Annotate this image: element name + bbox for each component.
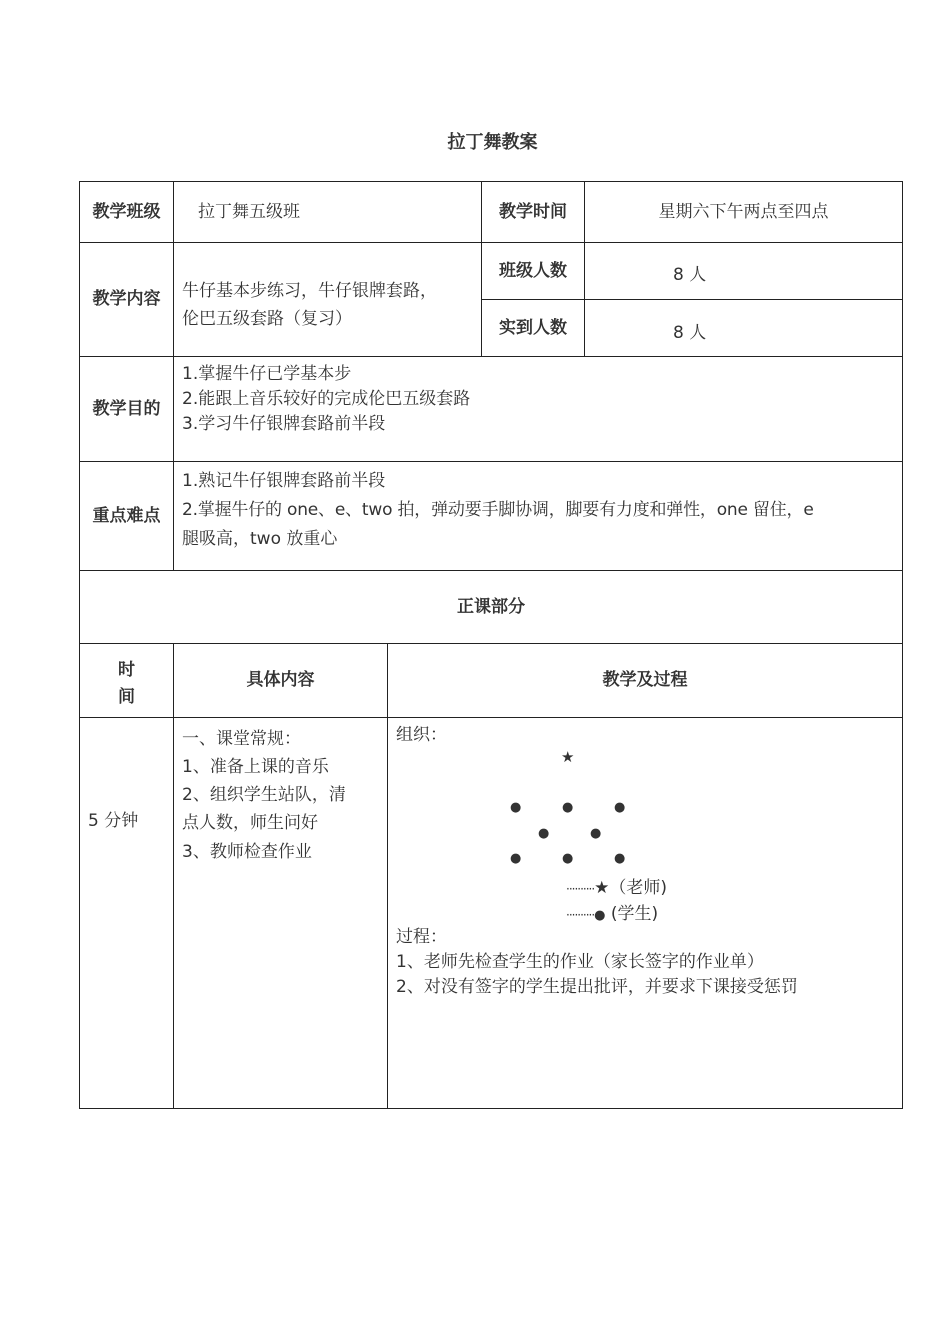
student-dot-icon: ● <box>614 800 626 815</box>
student-dot-icon: ● <box>562 800 574 815</box>
organization-label: 组织： <box>396 725 447 745</box>
row-divider <box>79 461 903 462</box>
goal-line: 3.学习牛仔银牌套路前半段 <box>182 414 386 434</box>
col-header-time <box>80 657 173 711</box>
student-dot-icon: ● <box>510 800 522 815</box>
student-dot-icon: ● <box>562 851 574 866</box>
goal-line: 2.能跟上音乐较好的完成伦巴五级套路 <box>182 389 471 409</box>
key-points-label: 重点难点 <box>92 505 161 526</box>
col-header-content: 具体内容 <box>246 670 315 690</box>
table-border-bottom <box>79 1108 903 1109</box>
class-size-value: 8 人 <box>673 265 707 285</box>
legend-dot-icon: ● <box>594 908 606 923</box>
row-content-line: 1、准备上课的音乐 <box>182 757 329 777</box>
student-dot-icon: ● <box>538 826 550 841</box>
content-label: 教学内容 <box>92 289 161 309</box>
goal-label: 教学目的 <box>92 398 161 419</box>
row-content-line: 2、组织学生站队，清 <box>182 785 346 805</box>
key-point-line: 2.掌握牛仔的 one、e、two 拍，弹动要手脚协调，脚要有力度和弹性，one 留住，e <box>182 500 814 520</box>
key-point-line: 1.熟记牛仔银牌套路前半段 <box>182 471 386 491</box>
teacher-star-icon: ★ <box>561 748 575 766</box>
goal-line: 1.掌握牛仔已学基本步 <box>182 364 352 384</box>
key-point-line: 腿吸高，two 放重心 <box>182 529 338 549</box>
process-label: 过程： <box>396 927 447 947</box>
col-header-process: 教学及过程 <box>602 670 688 690</box>
row-content-line: 点人数，师生问好 <box>182 813 318 833</box>
section-title: 正课部分 <box>457 596 525 617</box>
class-value: 拉丁舞五级班 <box>198 201 300 222</box>
process-line: 1、老师先检查学生的作业（家长签字的作业单） <box>396 952 764 972</box>
row-content-line: 一、课堂常规： <box>182 729 301 749</box>
class-label: 教学班级 <box>92 201 161 222</box>
time-label: 教学时间 <box>499 201 567 222</box>
legend-student <box>566 899 658 924</box>
table-border-right <box>902 181 903 1109</box>
row-time: 5 分钟 <box>88 811 139 831</box>
col-header-time-2: 间 <box>118 687 135 707</box>
col-divider <box>173 181 174 570</box>
legend-star-icon: ★ <box>594 878 610 898</box>
row-divider <box>79 717 903 718</box>
row-content-line: 3、教师检查作业 <box>182 842 312 862</box>
legend-student-text: (学生) <box>610 904 659 924</box>
student-dot-icon: ● <box>614 851 626 866</box>
legend-teacher-text: （老师) <box>609 878 668 898</box>
content-line: 伦巴五级套路（复习） <box>182 309 352 329</box>
leader-dots: ·········· <box>566 908 595 922</box>
class-size-label: 班级人数 <box>499 260 567 281</box>
time-value: 星期六下午两点至四点 <box>658 201 829 222</box>
document-title: 拉丁舞教案 <box>447 132 538 153</box>
row-divider <box>79 356 903 357</box>
attendance-value: 8 人 <box>673 323 707 343</box>
content-line: 牛仔基本步练习，牛仔银牌套路， <box>182 281 437 301</box>
attendance-label: 实到人数 <box>499 317 567 338</box>
leader-dots: ·········· <box>566 882 595 896</box>
student-dot-icon: ● <box>510 851 522 866</box>
col-header-time-1: 时 <box>118 660 135 680</box>
student-dot-icon: ● <box>590 826 602 841</box>
process-line: 2、对没有签字的学生提出批评，并要求下课接受惩罚 <box>396 977 798 997</box>
legend-teacher <box>566 873 667 898</box>
